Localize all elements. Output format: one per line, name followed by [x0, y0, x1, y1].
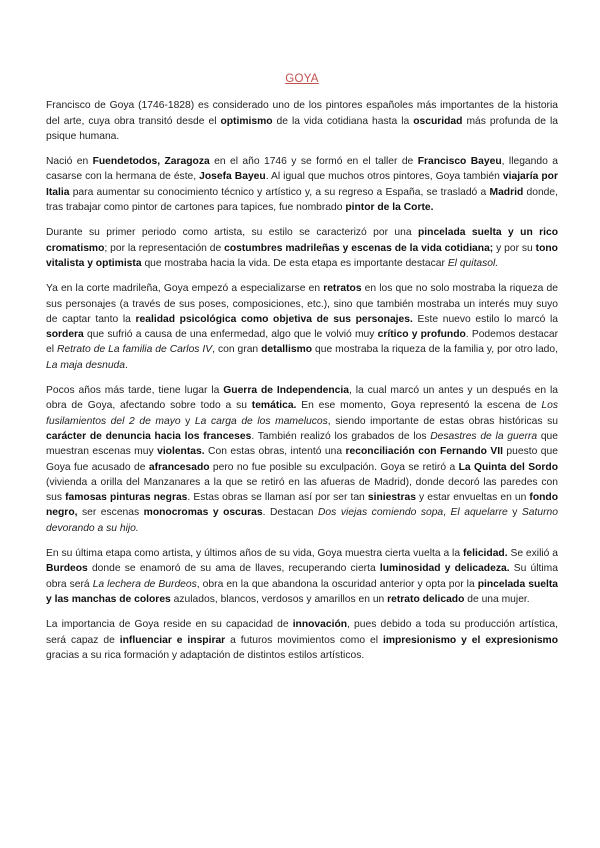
text-run: ser escenas [77, 507, 144, 519]
text-run: y [180, 415, 195, 427]
text-run: , siendo importante de estas obras históricas su [327, 415, 558, 427]
paragraph-war-period [46, 383, 558, 536]
bold-run: La Quinta del Sordo [458, 461, 558, 473]
bold-run: detallismo [261, 344, 313, 356]
italic-run: Desastres de la guerra [430, 430, 538, 442]
bold-run: impresionismo y el expresionismo [382, 634, 559, 646]
bold-run: Francisco Bayeu [417, 156, 502, 168]
bold-run: pincelada suelta y las manchas de colores [46, 578, 558, 605]
text-run: Con estas obras, intentó una [204, 446, 346, 458]
bold-run: crítico y profundo [377, 329, 466, 341]
text-run: donde se enamoró de su ama de llaves, recuperando cierta [87, 563, 380, 575]
text-run: Pocos años más tarde, tiene lugar la [46, 385, 224, 397]
text-run: donde, tras trabajar como pintor de cartones para tapices, fue nombrado [46, 186, 558, 214]
bold-run: famosas pinturas negras [65, 492, 188, 504]
bold-run: afrancesado [148, 461, 210, 473]
text-run: y estar envueltas en un [415, 492, 530, 504]
paragraph-first-period [46, 225, 558, 271]
bold-run: pincelada suelta y un rico cromatismo [46, 227, 559, 254]
text-run: de la vida cotidiana hasta la [272, 115, 414, 127]
bold-run: siniestras [367, 492, 416, 504]
text-run: Ya en la corte madrileña, Goya empezó a especializarse en [46, 283, 324, 295]
bold-run: sordera [46, 329, 84, 341]
text-run: en los que no solo mostraba la riqueza de sus personajes (a través de sus poses, composiciones, etc.), sino que también mostraba un interés muy suyo de captar tanto la [46, 283, 558, 325]
text-run: que sufrió a causa de una enfermedad, algo que le volvió muy [83, 329, 378, 341]
bold-run: tono vitalista y optimista [46, 242, 558, 269]
text-run: gracias a su rica formación y adaptación de distintos estilos artísticos. [46, 649, 365, 661]
bold-run: Madrid [489, 186, 524, 198]
text-run: . [125, 359, 128, 371]
italic-run: Saturno devorando a su hijo. [46, 507, 558, 534]
text-run: , pues debido a toda su producción artística, será capaz de [46, 619, 558, 646]
text-run: Durante su primer periodo como artista, su estilo se caracterizó por una [46, 227, 418, 239]
text-run: Este nuevo estilo lo marcó la [412, 313, 558, 325]
bold-run: influenciar e inspirar [119, 634, 226, 646]
text-run: La importancia de Goya reside en su capacidad de [46, 619, 293, 631]
text-run: Su última obra será [46, 563, 558, 590]
bold-run: reconciliación con Fernando VII [345, 446, 503, 458]
bold-run: costumbres madrileñas y escenas de la vida cotidiana; [224, 242, 494, 254]
bold-run: realidad psicológica como objetiva de sus personajes. [135, 313, 413, 325]
italic-run: La carga de los mamelucos [194, 415, 328, 427]
text-run: más profunda de la psique humana. [46, 115, 558, 142]
text-run: En ese momento, Goya representó la escena de [296, 400, 542, 412]
text-run: y por su [493, 242, 536, 254]
text-run: puesto que Goya fue acusado de [46, 446, 558, 473]
text-run: , con gran [212, 344, 262, 356]
paragraph-intro [46, 98, 558, 144]
text-run: , obra en la que abandona la oscuridad anterior y opta por la [196, 578, 478, 590]
text-run: de una mujer. [464, 593, 530, 605]
paragraph-biography [46, 154, 558, 215]
text-run: que mostraba la riqueza de la familia y, por otro lado, [312, 344, 558, 356]
text-run: . Destacan [262, 507, 318, 519]
italic-run: Los fusilamientos del 2 de mayo [46, 400, 558, 427]
bold-run: oscuridad [413, 115, 463, 127]
bold-run: carácter de denuncia hacia los franceses [46, 430, 252, 442]
text-run: . Al igual que muchos otros pintores, Goya también [265, 171, 503, 183]
text-run: Francisco de Goya (1746-1828) es considerado uno de los pintores españoles más importantes de la historia del arte, cuya obra transitó desde el [46, 100, 558, 127]
bold-run: innovación [292, 619, 348, 631]
italic-run: El quitasol. [447, 257, 499, 269]
text-run: azulados, blancos, verdosos y amarillos en un [170, 593, 388, 605]
document-title: GOYA [285, 73, 319, 85]
text-run: (vivienda a orilla del Manzanares a la que se retiró en las afueras de Madrid), donde decoró las paredes con sus [46, 476, 558, 504]
text-run: . También realizó los grabados de los [251, 430, 431, 442]
italic-run: La lechera de Burdeos [92, 578, 197, 590]
bold-run: violentas. [157, 446, 205, 458]
text-run: , [443, 507, 451, 519]
bold-run: Fuendetodos, Zaragoza [92, 156, 210, 168]
bold-run: Burdeos [46, 563, 88, 575]
bold-run: luminosidad y delicadeza. [379, 563, 510, 575]
bold-run: Guerra de Independencia [223, 385, 349, 397]
text-run: En su última etapa como artista, y últimos años de su vida, Goya muestra cierta vuelta a la [46, 548, 463, 560]
text-run: que muestran escenas muy [46, 430, 559, 458]
bold-run: viajaría por Italia [46, 171, 558, 198]
italic-run: La maja desnuda [46, 359, 126, 371]
bold-run: pintor de la Corte. [345, 202, 434, 214]
italic-run: Retrato de La familia de Carlos IV [56, 344, 213, 356]
text-run: y [507, 507, 522, 519]
text-run: a futuros movimientos como el [225, 634, 383, 646]
bold-run: fondo negro, [46, 492, 558, 519]
text-run: que mostraba hacia la vida. De esta etapa es importante destacar [141, 257, 448, 269]
italic-run: Dos viejas comiendo sopa [318, 507, 444, 519]
paragraph-last-period [46, 546, 558, 607]
text-run: . Podemos destacar el [46, 329, 559, 356]
bold-run: retrato delicado [387, 593, 465, 605]
text-run: , llegando a casarse con la hermana de éste, [46, 156, 558, 183]
bold-run: optimismo [220, 115, 273, 127]
italic-run: El aquelarre [450, 507, 508, 519]
text-run: ; por la representación de [104, 242, 225, 254]
text-run: Nació en [46, 156, 93, 168]
bold-run: Josefa Bayeu [199, 171, 266, 183]
text-run: pero no fue posible su exculpación. Goya se retiró a [209, 461, 459, 473]
text-run: , la cual marcó un antes y un después en la obra de Goya, afectando sobre todo a su [46, 385, 558, 412]
bold-run: retratos [323, 283, 362, 295]
text-run: para aumentar su conocimiento técnico y artístico y, a su regreso a España, se trasladó a [69, 186, 490, 198]
text-run: . Estas obras se llaman así por ser tan [187, 492, 368, 504]
bold-run: felicidad. [462, 548, 508, 560]
text-run: en el año 1746 y se formó en el taller de [209, 156, 418, 168]
paragraph-legacy [46, 617, 558, 663]
document-page [46, 72, 558, 673]
paragraph-court-period [46, 281, 558, 373]
bold-run: temática. [251, 400, 297, 412]
bold-run: monocromas y oscuras [143, 507, 263, 519]
text-run: Se exilió a [507, 548, 558, 560]
